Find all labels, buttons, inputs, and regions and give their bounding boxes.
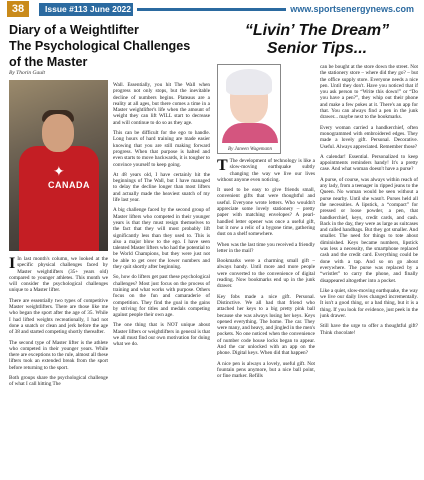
left-byline: By Thorin Gault xyxy=(9,70,46,76)
paragraph: When was the last time you received a friendly letter in the mail? xyxy=(217,241,315,254)
paragraph: A calendar! Essential. Personalized to keep appointments reminders handy! It's a pretty case. And what woman doesn't have a purse? xyxy=(320,153,418,173)
right-article-subtitle: Senior Tips... xyxy=(266,40,368,57)
website-link[interactable]: www.sportsenergynews.com xyxy=(290,4,414,14)
right-article-col4 xyxy=(320,64,418,478)
portrait-shirt xyxy=(222,123,278,143)
paragraph: Still have the urge to offer a thoughtful gift? Think chocolate! xyxy=(320,323,418,336)
right-article-title: “Livin’ The Dream” xyxy=(244,22,390,39)
paragraph: So, how do lifters get past these psychological challenges? Most just focus on the process of training and what works with purpose. Others focus on the fun and camaraderie of competition. They find the goal in the gains by striving for titles and medals competing against people their own age. xyxy=(113,274,210,319)
left-article-col2 xyxy=(113,82,210,478)
paragraph: There are essentially two types of competitive Master weightlifters. There are those like me who began the sport after the age of 35. While I had lifted weights recreationally, I had not done a snatch or clean and jerk before the age of 38 and started competing shortly thereafter. xyxy=(9,297,108,336)
photo-shirt-text: CANADA xyxy=(48,180,90,190)
paragraph: A big challenge faced by the second group of Master lifters who competed in their younger years is that they must resign themselves to the fact that they will most probably lift significantly less than they used to. This is also a major blow to the ego. I have seen talented Master lifters who had the potential to be World Champions, but they were just not be able to get over the lower numbers and they quit shortly after beginning. xyxy=(113,207,210,271)
photo-shirt xyxy=(19,146,99,251)
page-number: 38 xyxy=(7,1,29,17)
author-caption: By Janeen Wagemann xyxy=(228,147,272,152)
paragraph xyxy=(9,256,108,294)
left-article-col1 xyxy=(9,256,108,478)
title-line-1: Diary of a Weightlifter xyxy=(9,23,139,37)
header-rule xyxy=(137,8,286,11)
paragraph: Both groups share the psychological challenge of what I call hitting The xyxy=(9,375,108,388)
paragraph: This can be difficult for the ego to handle. Long hours of hard training are made easier knowing that you are still making forward progress. When that purpose is halted and even starts to move backwards, it is tougher to convince yourself to keep going. xyxy=(113,130,210,168)
author-portrait xyxy=(217,64,281,154)
issue-label: Issue #113 June 2022 xyxy=(39,3,133,16)
paragraph: A nice pen is always a lovely, useful gift. Not fountain pens anymore, but a nice ball point, or fine marker. Refills xyxy=(217,360,315,380)
paragraph: It used to be easy to give friends small, convenient gifts that were thoughtful and useful. Everyone wrote letters. Who wouldn't appreciate some lovely stationery – pretty paper with matching envelopes? A pearl-handled letter opener was once a useful gift, but it now a relic of a bygone time, gathering dust on a shelf somewhere. xyxy=(217,187,315,238)
paragraph: Every woman carried a handkerchief, often monogrammed with embroidered edges. They made a lovely gift. Personal. Decorative. Useful. Always appreciated. Remember those? xyxy=(320,124,418,150)
drop-cap: I xyxy=(9,256,16,272)
paragraph-text: In last month's column, we looked at the specific physical challenges faced by Master weightlifters (35+ years old) compared to younger athletes. This month we will consider the psychological challenges unique to a Master lifter. xyxy=(9,256,108,294)
paragraph: The second type of Master lifter is the athlete who competed in their younger years. While there are exceptions to the rule, almost all these lifters took an extended break from the sport before returning to the sport. xyxy=(9,339,108,371)
title-line-2: The Psychological Challenges xyxy=(9,39,191,53)
maple-leaf-icon: ✦ xyxy=(53,165,65,180)
title-line-3: of the Master xyxy=(9,55,88,69)
left-article-title xyxy=(9,22,209,70)
paragraph: Key fobs made a nice gift. Personal. Distinctive. We all had that friend who attached her keys to a big pretty pink ball because she was always losing her keys. Keys opened everything. The home. The car. They were many, and heavy, and jingled in the men's pockets. No one noticed when the convenience of number code house locks began to appear. And the car unlocked with an app on the phone. Digital keys. When did that happen? xyxy=(217,293,315,357)
paragraph xyxy=(217,158,315,183)
right-article-col3 xyxy=(217,158,315,478)
weightlifter-photo xyxy=(9,80,108,251)
paragraph: A purse, of course, was always within reach of any lady, from a teenager in ripped jeans to the Queen. No woman would be seen without a purse nearby. Until she wasn't. Purses held all the necessities. A lipstick, a “compact” for pressed or loose powder, a pen, that handkerchief, keys, credit cards, and cash. Back in the day, they were as large as suitcases and called handbags. But they got smaller. And smaller. The need for things to tote about diminished. Keys became numbers, lipstick was less a necessity, the smartphone replaced cash and the credit card. Everything could be done with a tap. And so on go about everywhere. The purse was replaced by a “wristlet” to carry the phone, and finally disappeared altogether into a pocket. xyxy=(320,176,418,284)
portrait-hair xyxy=(226,69,272,95)
paragraph: Like a quiet, slow-moving earthquake, the way we live our daily lives changed incrementally. It isn't a good thing, or a bad thing, but it is a thing. If you look for evidence, just peek in the junk drawer. xyxy=(320,287,418,319)
drop-cap: T xyxy=(217,158,228,174)
paragraph-text: The development of technology is like a slow-moving earthquake subtly changing the way we live our lives without anyone even noticing. xyxy=(217,158,315,183)
paragraph: At 48 years old, I have certainly hit the beginnings of The Wall, but I have managed to delay the decline longer than most lifters and actually made the heaviest snatch of my life last year. xyxy=(113,171,210,204)
paragraph: Wall. Essentially, you hit The Wall when progress not only stops, but the inevitable decline of numbers begins. Plateaus are a reality at all ages, but there comes a time in a Master weightlifter's life when the amount of weight they can lift WILL start to decrease and will continue to do so as they age. xyxy=(113,82,210,126)
photo-head xyxy=(42,114,74,152)
paragraph: Bookmarks were a charming small gift – always handy. Until more and more people were converted to the convenience of digital reading. Now bookmarks end up in the junk drawer. xyxy=(217,258,315,290)
paragraph: The one thing that is NOT unique about Master lifters or weightlifters in general is that we all must find our own motivation for doing what we do. xyxy=(113,322,210,348)
paragraph: can be bought at the store down the street. Not the stationery store – where did they go? – but the office supply store. Everyone needs a nice pen. Until they don't. Have you noticed that if you ask person to “Write this down!” or “Do you have a pen?”, they whip out their phone and make a few pokes at it. There's an app for that. You can always find a pen in the junk drawer... maybe next to the bookmarks. xyxy=(320,64,418,121)
page-header xyxy=(0,0,424,18)
